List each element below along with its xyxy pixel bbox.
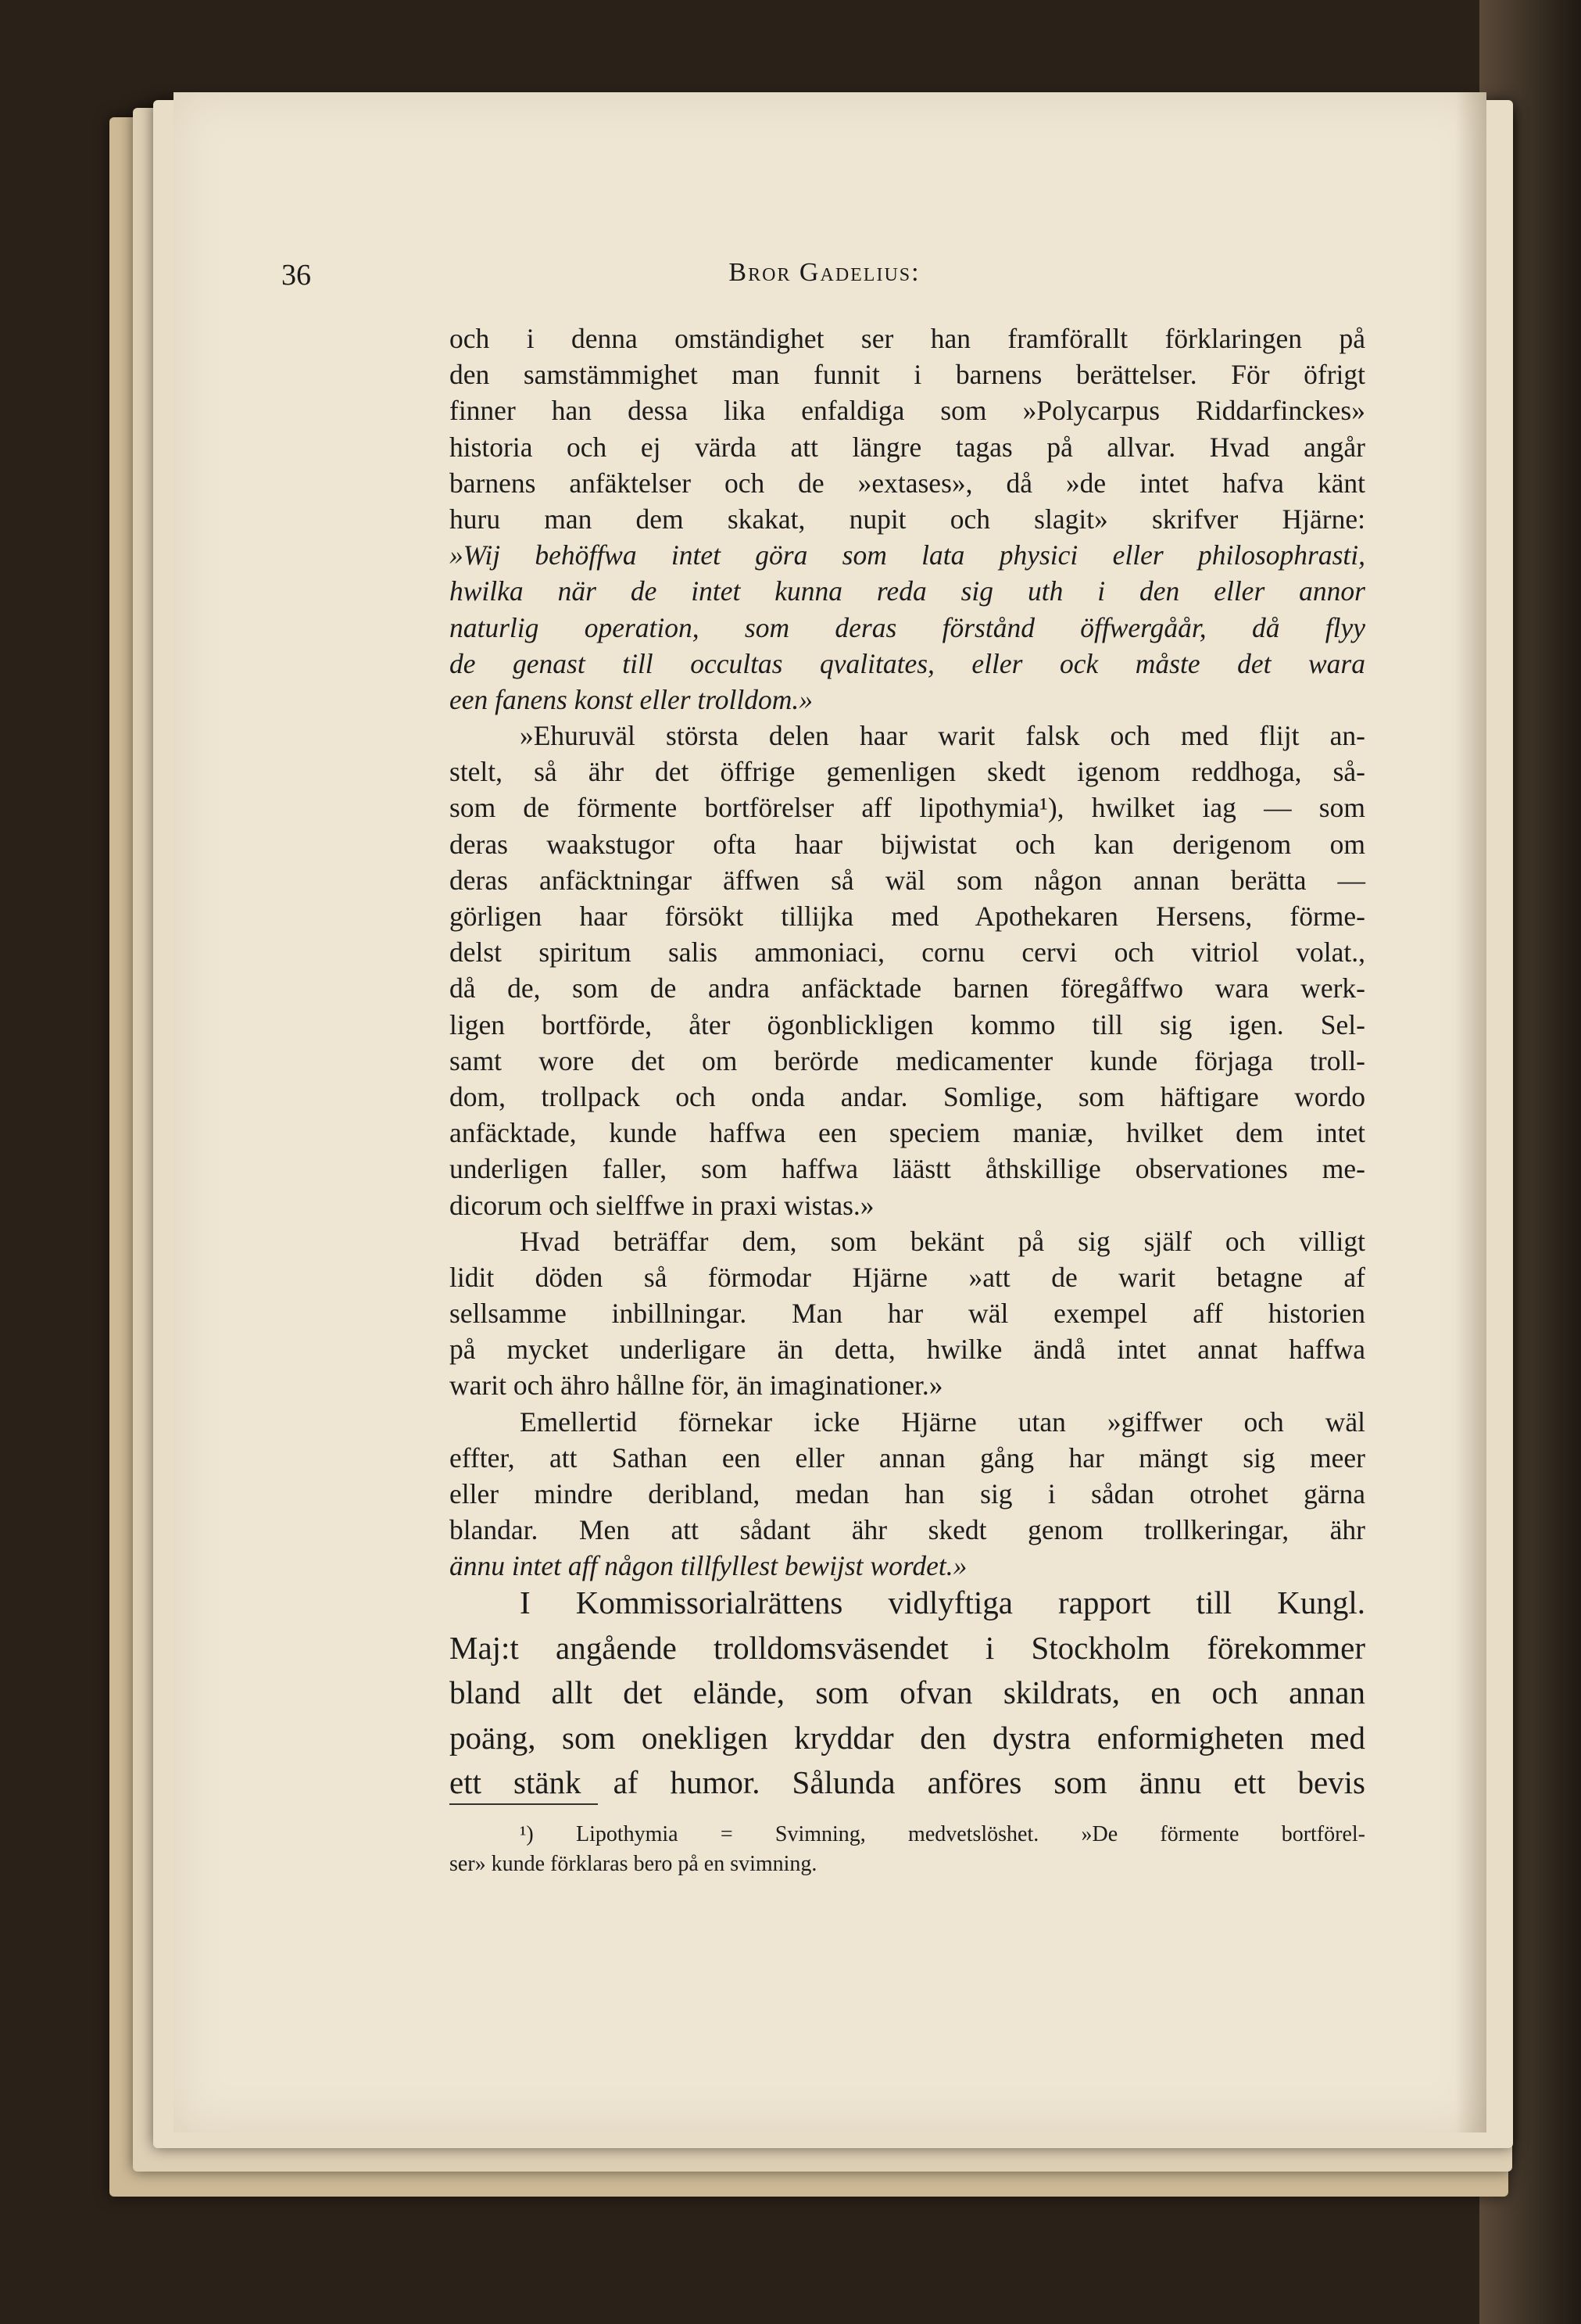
text-line: dicorum och sielffwe in praxi wistas.» xyxy=(449,1189,875,1221)
text-line: historia och ej värda att längre tagas på allvar. Hvad angår xyxy=(449,431,1365,463)
text-line: anfäcktade, kunde haffwa een speciem maniæ, hvilket dem intet xyxy=(449,1117,1365,1149)
text-line: på mycket underligare än detta, hwilke ändå intet annat haffwa xyxy=(449,1334,1365,1366)
quote-line: de genast till occultas qvalitates, eller ock måste det wara xyxy=(449,647,1365,679)
quote-line: »Wij behöffwa intet göra som lata physici eller philosophrasti, xyxy=(449,539,1365,571)
text-line: görligen haar försökt tillijka med Apothekaren Hersens, förme- xyxy=(449,901,1365,932)
text-line: lidit döden så förmodar Hjärne »att de warit betagne af xyxy=(449,1261,1365,1293)
text-line: Hvad beträffar dem, som bekänt på sig själf och villigt xyxy=(520,1225,1365,1257)
text-line: warit och ähro hållne för, än imaginationer.» xyxy=(449,1370,943,1402)
text-line: underligen faller, som haffwa läästt åthskillige observationes me- xyxy=(449,1153,1365,1185)
text-line: då de, som de andra anfäcktade barnen föregåffwo wara werk- xyxy=(449,972,1365,1004)
text-line: delst spiritum salis ammoniaci, cornu cervi och vitriol volat., xyxy=(449,936,1365,969)
text-line: »Ehuruväl största delen haar warit falsk och med flijt an- xyxy=(520,720,1365,752)
large-text-line: Maj:t angående trolldomsväsendet i Stockholm förekommer xyxy=(449,1629,1365,1666)
text-line: som de förmente bortförelser aff lipothymia¹), hwilket iag — som xyxy=(449,792,1365,824)
quote-line: naturlig operation, som deras förstånd öffwergåår, då flyy xyxy=(449,611,1365,643)
footnote-line: ser» kunde förklaras bero på en svimning. xyxy=(449,1852,817,1876)
footnote-divider xyxy=(449,1803,598,1805)
text-line: ligen bortförde, åter ögonblickligen kommo till sig igen. Sel- xyxy=(449,1008,1365,1040)
text-line: stelt, så ähr det öffrige gemenligen skedt igenom reddhoga, så- xyxy=(449,756,1365,788)
text-line: deras anfäcktningar äffwen så wäl som någon annan berätta — xyxy=(449,864,1365,896)
text-line: sellsamme inbillningar. Man har wäl exempel aff historien xyxy=(449,1298,1365,1330)
large-text-line: I Kommissorialrättens vidlyftiga rapport till Kungl. xyxy=(520,1585,1365,1620)
text-line: Emellertid förnekar icke Hjärne utan »giffwer och wäl xyxy=(520,1406,1365,1438)
large-paragraph xyxy=(449,1581,1365,1806)
text-line: deras waakstugor ofta haar bijwistat och kan derigenom om xyxy=(449,828,1365,860)
text-line: den samstämmighet man funnit i barnens berättelser. För öfrigt xyxy=(449,359,1365,391)
page-number: 36 xyxy=(281,259,311,292)
page-gutter-shadow xyxy=(1455,92,1486,2132)
quote-line: een fanens konst eller trolldom.» xyxy=(449,683,814,715)
text-line: barnens anfäktelser och de »extases», då »de intet hafva känt xyxy=(449,467,1365,499)
running-title: Bror Gadelius: xyxy=(728,258,921,287)
text-line: blandar. Men att sådant ähr skedt genom trollkeringar, ähr xyxy=(449,1514,1365,1546)
footnotes xyxy=(449,1820,1365,1879)
large-text-line: ett stänk af humor. Sålunda anföres som ännu ett bevis xyxy=(449,1764,1365,1800)
text-line: dom, trollpack och onda andar. Somlige, som häftigare wordo xyxy=(449,1080,1365,1112)
quote-line: ännu intet aff någon tillfyllest bewijst wordet.» xyxy=(449,1550,968,1582)
large-text-line: poäng, som onekligen kryddar den dystra enformigheten med xyxy=(449,1719,1365,1756)
text-line: eller mindre deribland, medan han sig i sådan otrohet gärna xyxy=(449,1478,1365,1509)
body-text xyxy=(449,320,1365,1585)
text-line: och i denna omständighet ser han framförallt förklaringen på xyxy=(449,323,1365,354)
text-line: huru man dem skakat, nupit och slagit» skrifver Hjärne: xyxy=(449,503,1365,535)
text-line: effter, att Sathan een eller annan gång har mängt sig meer xyxy=(449,1441,1365,1474)
text-line: samt wore det om berörde medicamenter kunde förjaga troll- xyxy=(449,1044,1365,1076)
page-header xyxy=(281,258,1368,305)
quote-line: hwilka när de intet kunna reda sig uth i den eller annor xyxy=(449,575,1365,607)
large-text-line: bland allt det elände, som ofvan skildrats, en och annan xyxy=(449,1674,1365,1710)
footnote-line: ¹) Lipothymia = Svimning, medvetslöshet. »De förmente bortförel- xyxy=(520,1822,1365,1846)
text-line: finner han dessa lika enfaldiga som »Polycarpus Riddarfinckes» xyxy=(449,395,1365,427)
